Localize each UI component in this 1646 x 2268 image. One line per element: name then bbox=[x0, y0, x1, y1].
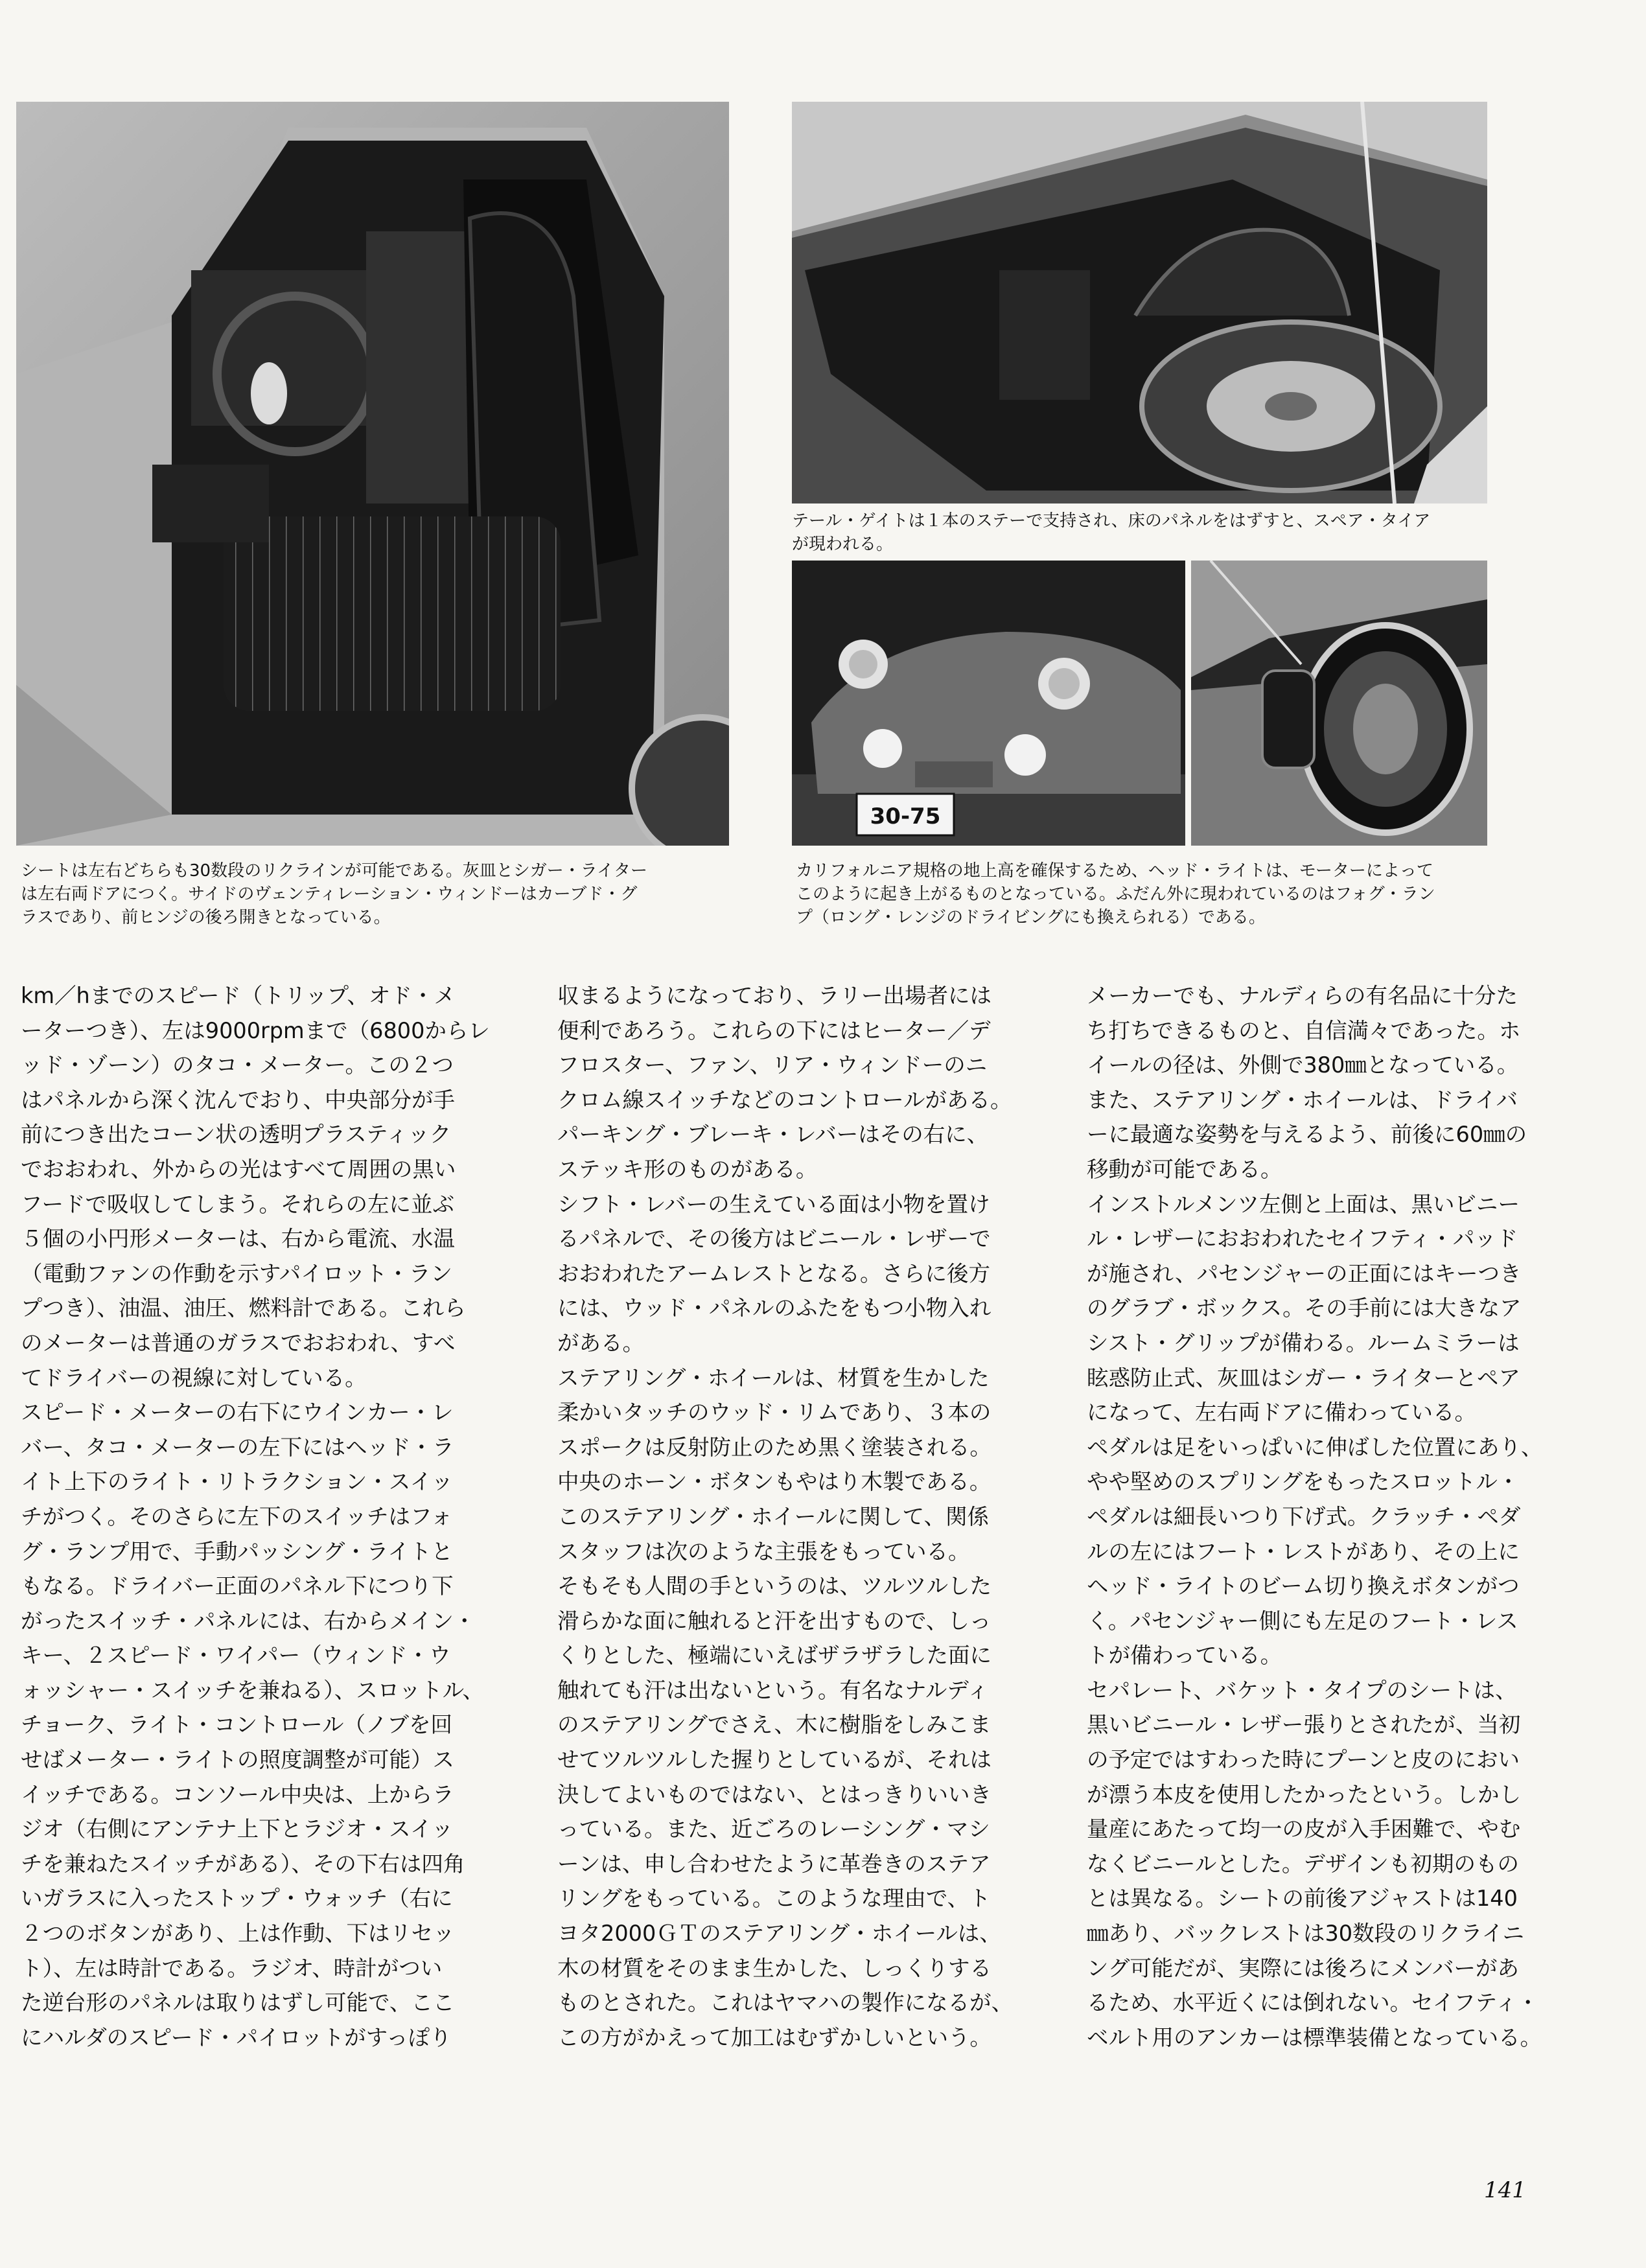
trunk-spare-tire-photo bbox=[792, 102, 1487, 503]
text-column-3: メーカーでも、ナルディらの有名品に十分た ち打ちできるものと、自信満々であった。ホ イールの径は、外側で380㎜となっている。 また、ステアリング・ホイールは、ドライバ ーに最適な姿勢を与えるよう、前後に60㎜の 移動が可能である。 インストルメンツ左側と上面は、黒いビニー ル・レザーにおおわれたセイフティ・パッド が施され、パセンジャーの正面にはキーつき のグラブ・ボックス。その手前には大きなア シスト・グリップが備わる。ルームミラーは 眩惑防止式、灰皿はシガー・ライターとペア になって、左右両ドアに備わっている。 ペダルは足をいっぱいに伸ばした位置にあり、 やや堅めのスプリングをもったスロットル・ ペダルは細長いつり下げ式。クラッチ・ペダ ルの左にはフート・レストがあり、その上に ヘッド・ライトのビーム切り換えボタンがつ く。パセンジャー側にも左足のフート・レス トが備わっている。 セパレート、バケット・タイプのシートは、 黒いビニール・レザー張りとされたが、当初 の予定ではすわった時にプーンと皮のにおい が漂う本皮を使用したかったという。しかし 量産にあたって均一の皮が入手困難で、やむ なくビニールとした。デザインも初期のもの とは異なる。シートの前後アジャストは140 ㎜あり、バックレストは30数段のリクライニ ング可能だが、実際には後ろにメンバーがあ るため、水平近くには倒れない。セイフティ・ ベルト用のアンカーは標準装備となっている。 bbox=[1087, 983, 1543, 2050]
license-plate-text: 30-75 bbox=[870, 804, 941, 829]
page-number: 141 bbox=[1484, 2177, 1526, 2203]
seat-caption: シートは左右どちらも30数段のリクラインが可能である。灰皿とシガー・ライター は左右両ドアにつく。サイドのヴェンティレーション・ウィンドーはカーブド・グ ラスであり、前ヒンジの後ろ開きとなっている。 bbox=[21, 861, 648, 927]
text-column-2: 収まるようになっており、ラリー出場者には 便利であろう。これらの下にはヒーター／デ フロスター、ファン、リア・ウィンドーのニ クロム線スイッチなどのコントロールがある。 パーキング・ブレーキ・レバーはその右に、 ステッキ形のものがある。 シフト・レバーの生えている面は小物を置け るパネルで、その後方はビニール・レザーで おおわれたアームレストとなる。さらに後方 には、ウッド・パネルのふたをもつ小物入れ がある。 ステアリング・ホイールは、材質を生かした 柔かいタッチのウッド・リムであり、３本の スポークは反射防止のため黒く塗装される。 中央のホーン・ボタンもやはり木製である。 このステアリング・ホイールに関して、関係 スタッフは次のような主張をもっている。 そもそも人間の手というのは、ツルツルした 滑らかな面に触れると汗を出すもので、しっ くりとした、極端にいえばザラザラした面に 触れても汗は出ないという。有名なナルディ のステアリングでさえ、木に樹脂をしみこま せてツルツルした握りとしているが、それは 決してよいものではない、とはっきりいいき っている。また、近ごろのレーシング・マシ ーンは、申し合わせたように革巻きのステア リングをもっている。このような理由で、ト ヨタ2000ＧＴのステアリング・ホイールは、 木の材質をそのまま生かした、しっくりする ものとされた。これはヤマハの製作になるが、 この方がかえって加工はむずかしいという。 bbox=[557, 983, 1014, 2050]
headlight-mechanism-photo bbox=[1191, 561, 1487, 846]
front-headlights-photo bbox=[792, 561, 1185, 846]
text-column-1: km／hまでのスピード（トリップ、オド・メ ーターつき）、左は9000rpmまで（6800からレ ッド・ゾーン）のタコ・メーター。この２つ はパネルから深く沈んでおり、中央部分が手 前につき出たコーン状の透明プラスティック でおおわれ、外からの光はすべて周囲の黒い フードで吸収してしまう。それらの左に並ぶ ５個の小円形メーターは、右から電流、水温 （電動ファンの作動を示すパイロット・ラン プつき）、油温、油圧、燃料計である。これら のメーターは普通のガラスでおおわれ、すべ てドライバーの視線に対している。 スピード・メーターの右下にウインカー・レ バー、タコ・メーターの左下にはヘッド・ラ イト上下のライト・リトラクション・スイッ チがつく。そのさらに左下のスイッチはフォ グ・ランプ用で、手動パッシング・ライトと もなる。ドライバー正面のパネル下につり下 がったスイッチ・パネルには、右からメイン・ キー、２スピード・ワイパー（ウィンド・ウ ォッシャー・スイッチを兼ねる）、スロットル、 チョーク、ライト・コントロール（ノブを回 せばメーター・ライトの照度調整が可能）ス イッチである。コンソール中央は、上からラ ジオ（右側にアンテナ上下とラジオ・スイッ チを兼ねたスイッチがある）、その下右は四角 いガラスに入ったストップ・ウォッチ（右に ２つのボタンがあり、上は作動、下はリセッ ト）、左は時計である。ラジオ、時計がつい た逆台形のパネルは取りはずし可能で、ここ にハルダのスピード・パイロットがすっぽり bbox=[21, 983, 490, 2050]
headlight-caption: カリフォルニア規格の地上高を確保するため、ヘッド・ライトは、モーターによって このように起き上がるものとなっている。ふだん外に現われているのはフォグ・ラン プ（ロング・レンジのドライビングにも換えられる）である。 bbox=[796, 861, 1435, 927]
tailgate-caption: テール・ゲイトは１本のステーで支持され、床のパネルをはずすと、スペア・タイア が現われる。 bbox=[792, 511, 1431, 554]
interior-seat-photo bbox=[16, 102, 729, 846]
